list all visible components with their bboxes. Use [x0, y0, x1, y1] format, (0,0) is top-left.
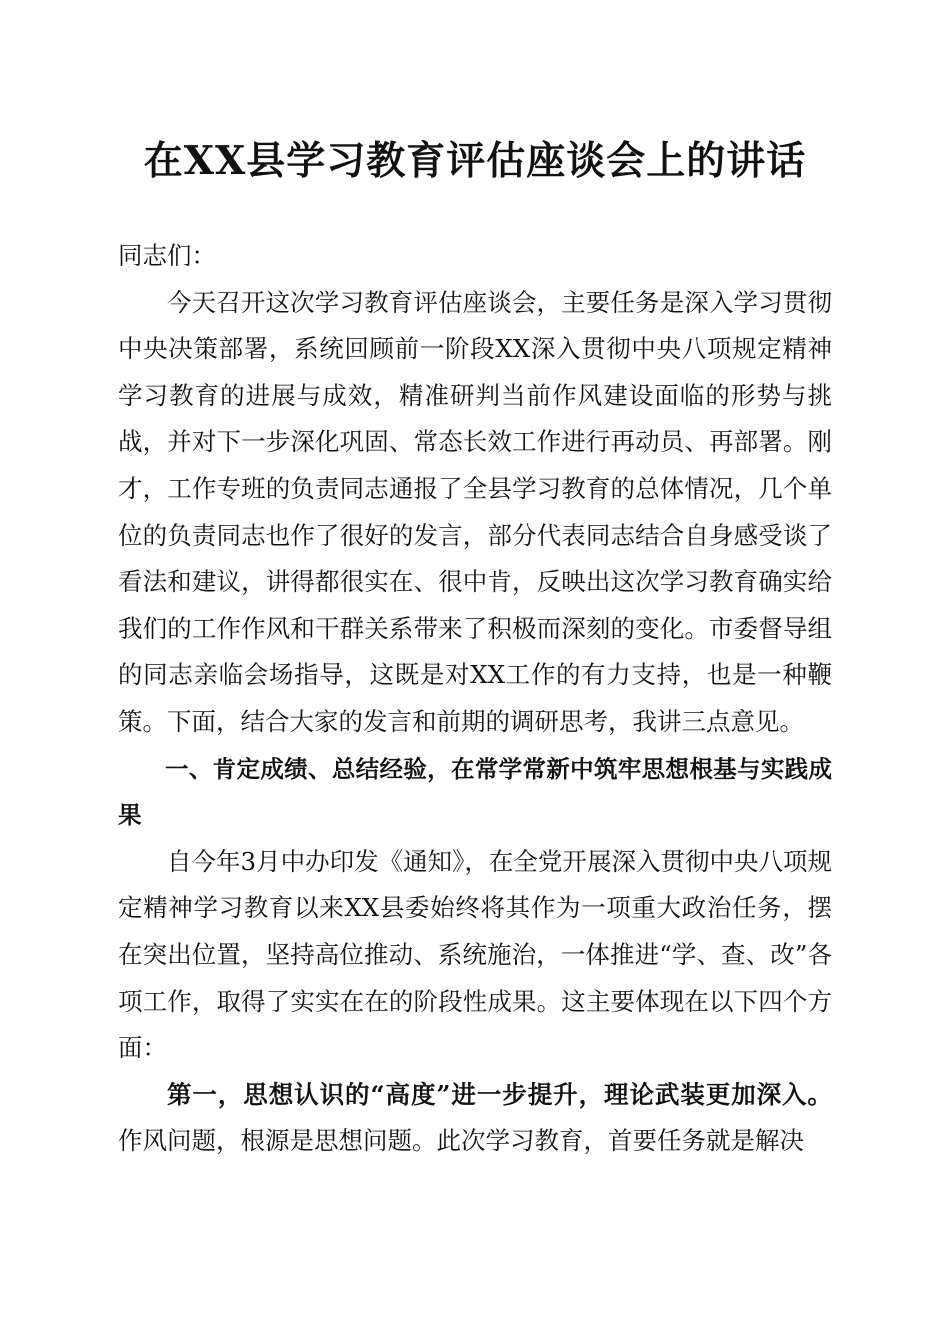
section-1-paragraph: 自今年3月中办印发《通知》，在全党开展深入贯彻中央八项规定精神学习教育以来XX县委始终将其作为一项重大政治任务，摆在突出位置，坚持高位推动、系统施治，一体推进“学、查、改”各项工作，取得了实实在在的阶段性成果。这主要体现在以下四个方面：: [118, 846, 832, 1063]
point-1-text: 作风问题，根源是思想问题。此次学习教育，首要任务就是解决: [118, 1126, 804, 1156]
document-body: [118, 233, 832, 1165]
point-1-paragraph: [118, 1072, 832, 1165]
section-heading-1: 一、肯定成绩、总结经验，在常学常新中筑牢思想根基与实践成果: [118, 754, 832, 830]
salutation: 同志们：: [118, 241, 216, 270]
opening-paragraph: 今天召开这次学习教育评估座谈会，主要任务是深入学习贯彻中央决策部署，系统回顾前一阶段XX深入贯彻中央八项规定精神学习教育的进展与成效，精准研判当前作风建设面临的形势与挑战，并对下一步深化巩固、常态长效工作进行再动员、再部署。刚才，工作专班的负责同志通报了全县学习教育的总体情况，几个单位的负责同志也作了很好的发言，部分代表同志结合自身感受谈了看法和建议，讲得都很实在、很中肯，反映出这次学习教育确实给我们的工作作风和干群关系带来了积极而深刻的变化。市委督导组的同志亲临会场指导，这既是对XX工作的有力支持，也是一种鞭策。下面，结合大家的发言和前期的调研思考，我讲三点意见。: [118, 287, 832, 736]
document-title: 在XX县学习教育评估座谈会上的讲话: [143, 138, 807, 184]
point-1-lead: 第一，思想认识的“高度”进一步提升，理论武装更加深入。: [167, 1079, 832, 1109]
